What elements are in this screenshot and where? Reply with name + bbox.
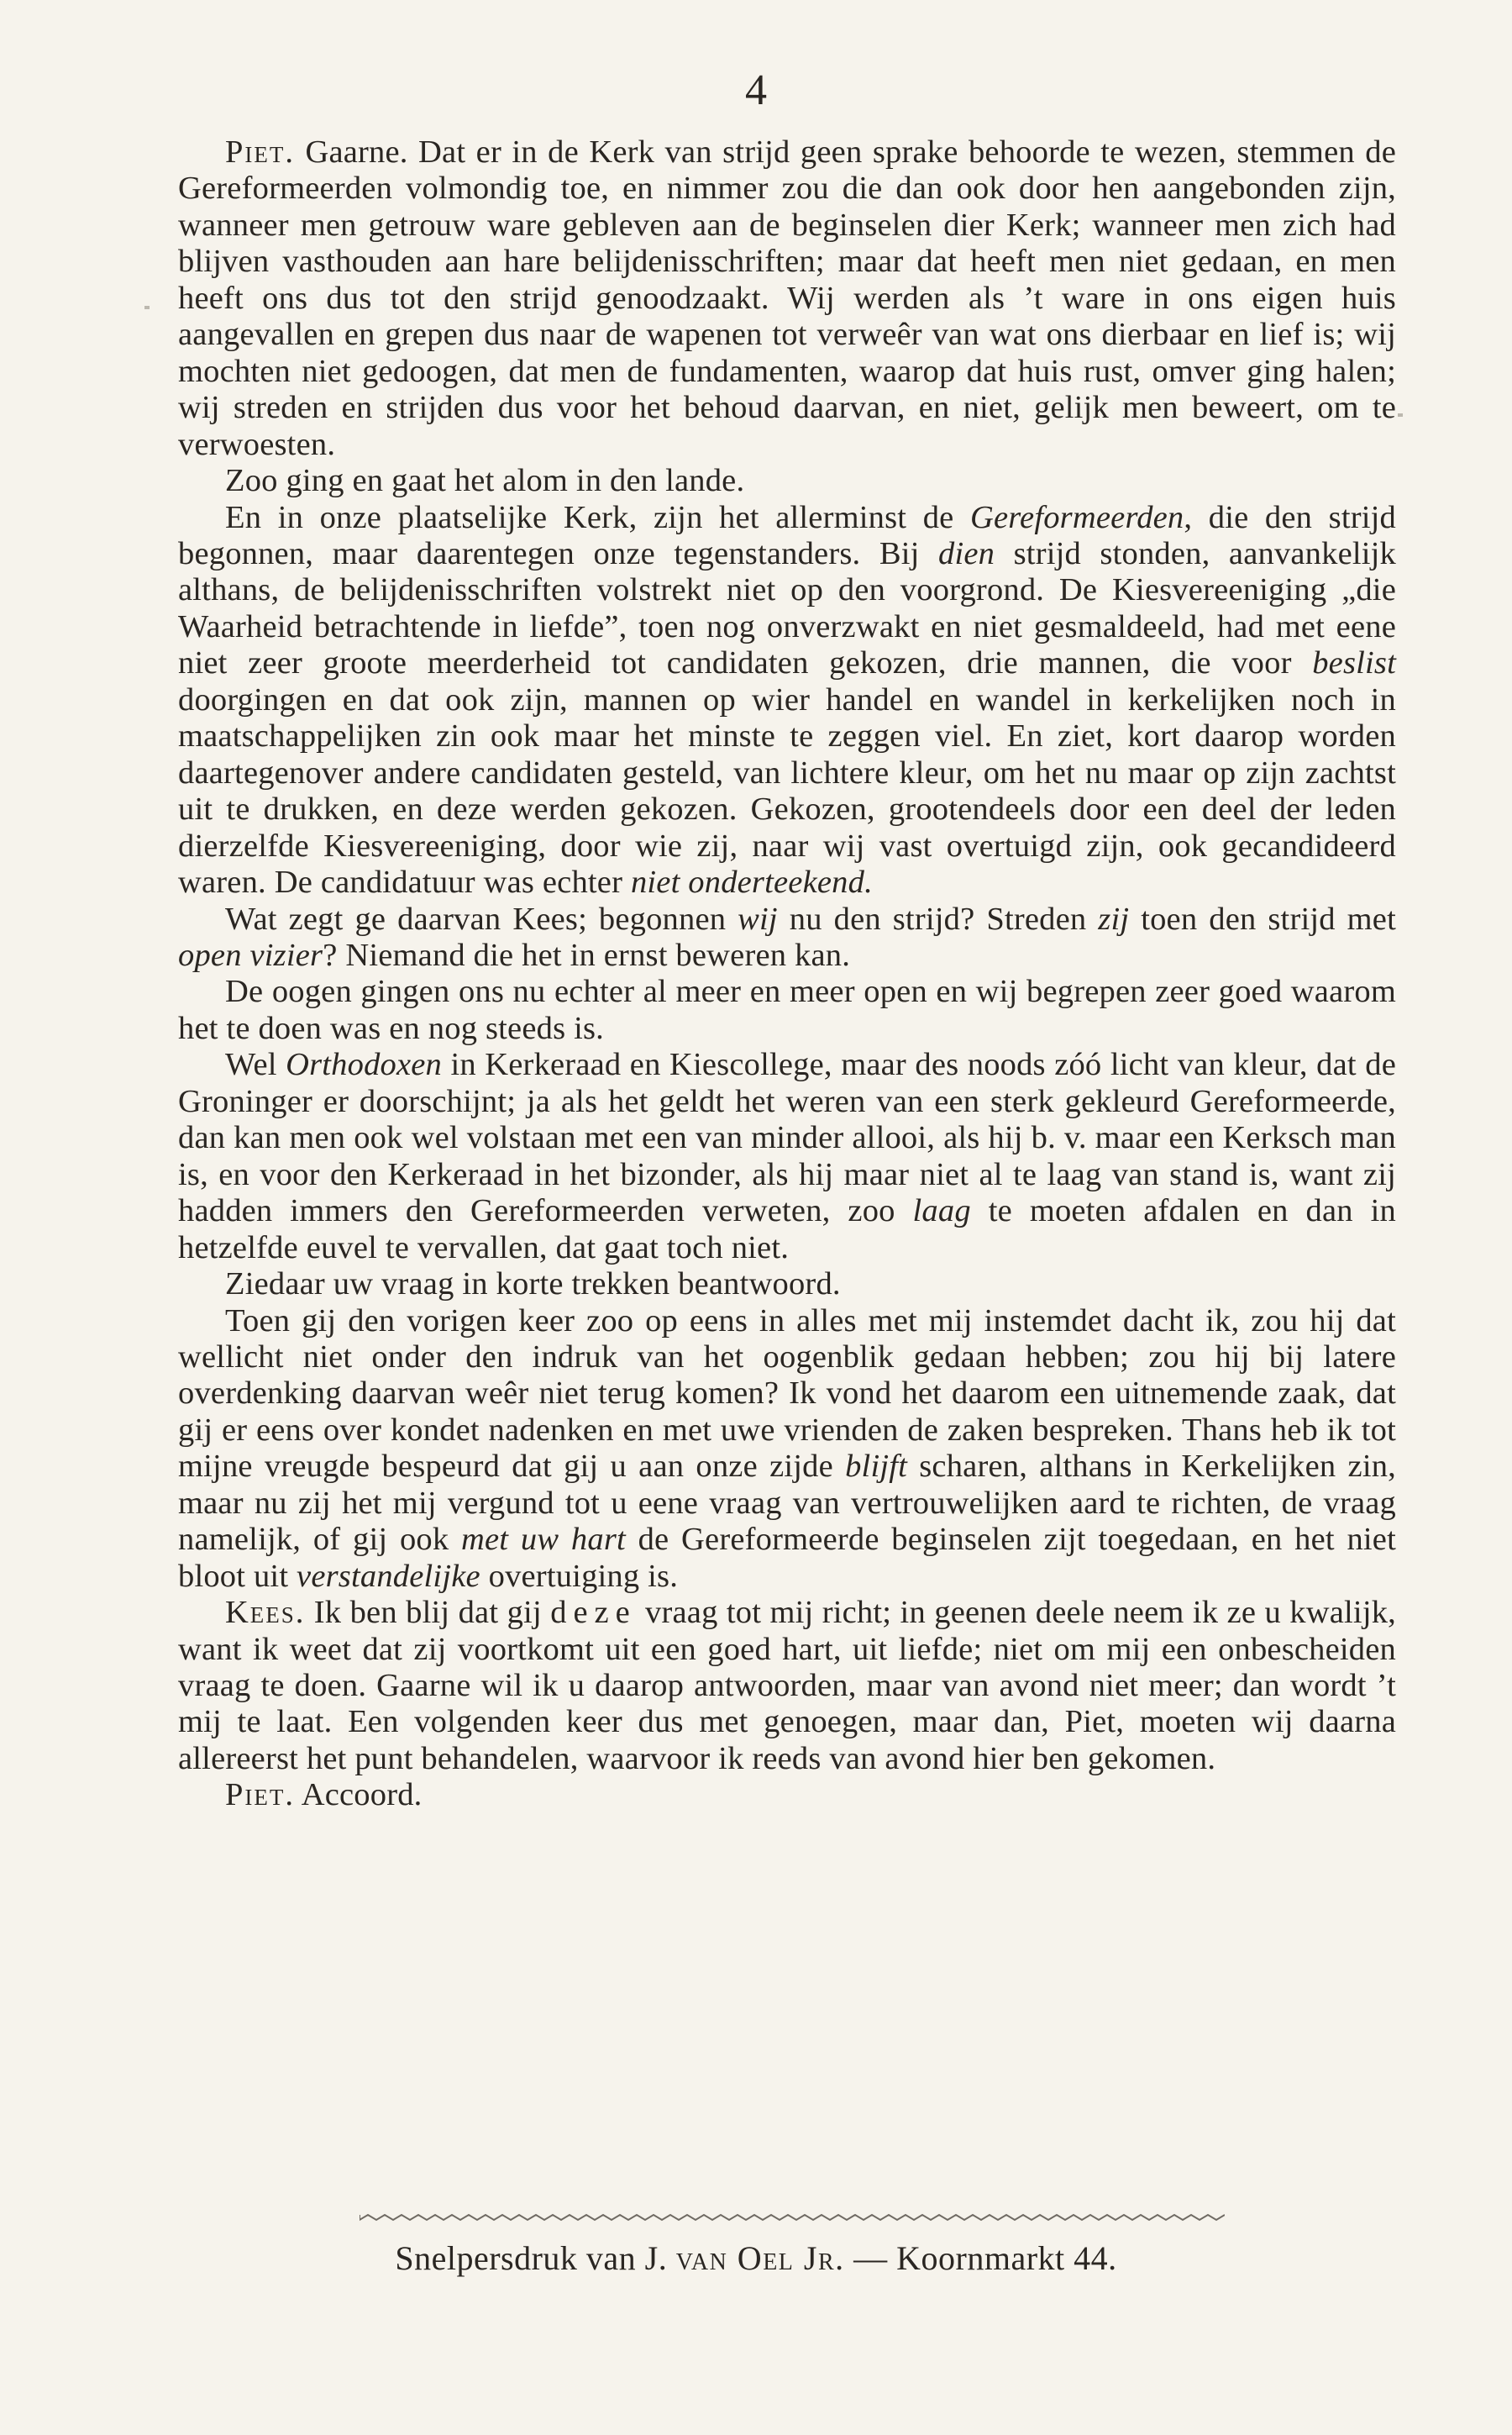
text-segment: toen den strijd met — [1129, 901, 1396, 937]
text-segment: overtuiging is. — [480, 1558, 679, 1594]
italic-text: laag — [912, 1193, 971, 1229]
text-segment: Accoord. — [295, 1777, 423, 1813]
margin-speck — [144, 306, 150, 309]
margin-speck — [1398, 413, 1403, 417]
text-segment: Zoo ging en gaat het alom in den lande. — [225, 463, 745, 499]
text-segment: de Gereformeerde beginselen zijt toegedaan, en het niet bloot uit — [178, 1522, 1396, 1594]
paragraph — [178, 463, 1396, 499]
italic-text: zij — [1098, 901, 1130, 937]
paragraph — [178, 1303, 1396, 1596]
italic-text: blijft — [845, 1449, 908, 1485]
body-text — [178, 134, 1396, 1814]
text-segment: Ziedaar uw vraag in korte trekken beantwoord. — [225, 1266, 841, 1302]
italic-text: beslist — [1312, 645, 1396, 681]
italic-text: dien — [938, 535, 995, 571]
imprint-printer-name: van Oel Jr. — [675, 2239, 845, 2277]
paragraph — [178, 1595, 1396, 1777]
text-segment: nu den strijd? Streden — [777, 901, 1099, 937]
text-segment: Toen gij den vorigen keer zoo op eens in alles met mij instemdet dacht ik, zou hij dat wellicht niet onder den indruk van het oogenblik gedaan hebben; zou hij bij latere overdenking daarvan weêr niet terug komen? Ik vond het daarom een uitnemende zaak, dat gij er eens over kondet nadenken en met uwe vrienden de zaken bespreken. Thans heb ik tot mijne vreugde bespeurd dat gij u aan onze zijde — [178, 1302, 1396, 1485]
italic-text: Gereformeerden — [970, 499, 1184, 535]
italic-text: wij — [738, 901, 778, 937]
paragraph — [178, 902, 1396, 975]
paragraph — [178, 134, 1396, 463]
text-segment: Ik ben blij dat gij — [305, 1595, 551, 1631]
text-segment: scharen, althans in Kerkelijken zin, maar nu zij het mij vergund tot u eene vraag van vertrouwelijken aard te richten, de vraag namelijk, of gij ook — [178, 1449, 1396, 1558]
page-number: 4 — [745, 66, 767, 114]
imprint-suffix: — Koornmarkt 44. — [844, 2239, 1117, 2277]
text-segment: Wel — [225, 1047, 286, 1083]
spaced-text: deze — [550, 1595, 637, 1631]
text-segment: ? Niemand die het in ernst beweren kan. — [323, 937, 851, 973]
text-segment: , die den strijd begonnen, maar daarentegen onze tegenstanders. Bij — [178, 499, 1396, 571]
paragraph — [178, 974, 1396, 1047]
italic-text: verstandelijke — [297, 1558, 480, 1594]
imprint-prefix: Snelpersdruk van J. — [395, 2239, 676, 2277]
text-segment: De oogen gingen ons nu echter al meer en meer open en wij begrepen zeer goed waarom het te doen was en nog steeds is. — [178, 974, 1396, 1046]
printer-imprint — [0, 2239, 1512, 2277]
text-segment: te moeten afdalen en dan in hetzelfde euvel te vervallen, dat gaat toch niet. — [178, 1193, 1396, 1265]
text-segment: Gaarne. Dat er in de Kerk van strijd geen sprake behoorde te wezen, stemmen de Gereformeerden volmondig toe, en nimmer zou die dan ook door hen aangebonden zijn, wanneer men getrouw ware gebleven aan de beginselen dier Kerk; wanneer men zich had blijven vasthouden aan hare belijdenisschriften; maar dat heeft men niet gedaan, en men heeft ons dus tot den strijd genoodzaakt. Wij werden als ’t ware in ons eigen huis aangevallen en grepen dus naar de wapenen tot verweêr van wat ons dierbaar en lief is; wij mochten niet gedoogen, dat men de fundamenten, waarop dat huis rust, omver ging halen; wij streden en strijden dus voor het behoud daarvan, en niet, gelijk men beweert, om te verwoesten. — [178, 134, 1396, 462]
italic-text: niet onderteekend. — [630, 865, 873, 901]
text-segment: Wat zegt ge daarvan Kees; begonnen — [225, 901, 738, 937]
paragraph — [178, 1266, 1396, 1302]
speaker-name: Piet. — [225, 134, 296, 170]
italic-text: met uw hart — [461, 1522, 626, 1558]
italic-text: Orthodoxen — [286, 1047, 443, 1083]
paragraph — [178, 1777, 1396, 1813]
speaker-name: Piet. — [225, 1777, 296, 1813]
ornamental-divider — [360, 2212, 1225, 2222]
italic-text: open vizier — [178, 937, 323, 973]
paragraph — [178, 1047, 1396, 1266]
text-segment: En in onze plaatselijke Kerk, zijn het allerminst de — [225, 499, 970, 535]
text-segment: vraag tot mij richt; in geenen deele neem ik ze u kwalijk, want ik weet dat zij voortkomt uit een goed hart, uit liefde; niet om mij een onbescheiden vraag te doen. Gaarne wil ik u daarop antwoorden, maar van avond niet meer; dan wordt ’t mij te laat. Een volgenden keer dus met genoegen, maar dan, Piet, moeten wij daarna allereerst het punt behandelen, waarvoor ik reeds van avond hier ben gekomen. — [178, 1595, 1396, 1776]
speaker-name: Kees. — [225, 1595, 306, 1631]
text-segment: strijd stonden, aanvankelijk althans, de belijdenisschriften volstrekt niet op den voorgrond. De Kiesvereeniging „die Waarheid betrachtende in liefde”, toen nog onverzwakt en niet gesmaldeeld, had met eene niet zeer groote meerderheid tot candidaten gekozen, drie mannen, die voor — [178, 535, 1397, 681]
text-segment: doorgingen en dat ook zijn, mannen op wier handel en wandel in kerkelijken noch in maatschappelijken zin ook maar het minste te zeggen viel. En ziet, kort daarop worden daartegenover andere candidaten gesteld, van lichtere kleur, om het nu maar op zijn zachtst uit te drukken, en deze werden gekozen. Gekozen, grootendeels door een deel der leden dierzelfde Kiesvereeniging, door wie zij, naar wij vast overtuigd zijn, ook gecandideerd waren. De candidatuur was echter — [178, 681, 1396, 901]
paragraph — [178, 500, 1396, 902]
text-segment: in Kerkeraad en Kiescollege, maar des noods zóó licht van kleur, dat de Groninger er doorschijnt; ja als het geldt het weren van een sterk gekleurd Gereformeerde, dan kan men ook wel volstaan met een van minder allooi, als hij b. v. maar een Kerksch man is, en voor den Kerkeraad in het bizonder, als hij maar niet al te laag van stand is, want zij hadden immers den Gereformeerden verweten, zoo — [178, 1047, 1396, 1229]
